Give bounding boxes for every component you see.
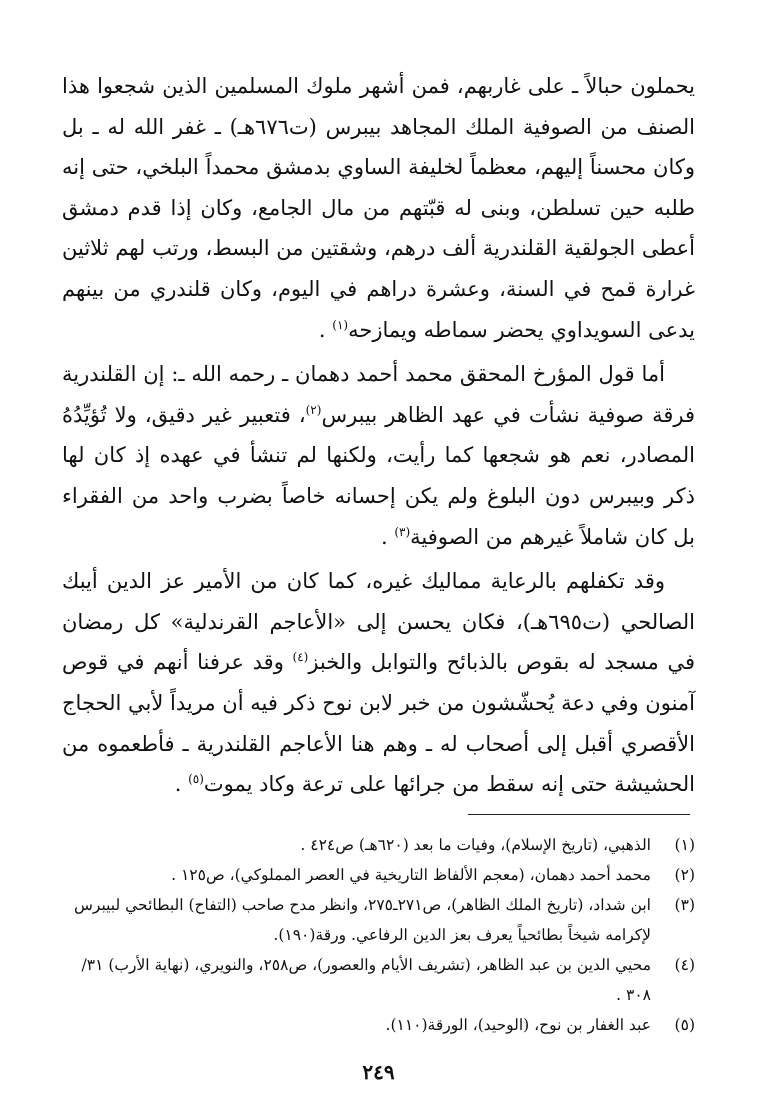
footnote-text: محيي الدين بن عبد الظاهر، (تشريف الأيام والعصور)، ص٢٥٨، والنويري، (نهاية الأرب) ٣١/ ٣٠٨ . — [81, 956, 651, 1004]
footnote-ref-1: (١) — [332, 317, 349, 332]
footnote-ref-3: (٣) — [394, 524, 411, 539]
paragraph-text: أما قول المؤرخ المحقق محمد أحمد دهمان ـ رحمه الله ـ: إن القلندرية فرقة صوفية نشأت في عهد الظاهر بيبرس — [62, 362, 695, 427]
paragraph-text-continued: وقد عرفنا أنهم في قوص آمنون وفي دعة يُحشّشون من خبر لابن نوح ذكر فيه أن مريداً لأبي الحجاج الأقصري أقبل إلى أصحاب له ـ وهم هنا الأعاجم القلندرية ـ فأطعموه من الحشيشة حتى إنه سقط من جرائها على ترعة وكاد يموت — [62, 650, 695, 797]
footnote-number: (٥) — [674, 1016, 695, 1034]
footnote-2 — [62, 860, 695, 890]
footnote-4 — [62, 950, 695, 1010]
paragraph-2 — [62, 354, 695, 557]
footnote-number: (٣) — [674, 896, 695, 914]
paragraph-text: يحملون حبالاً ـ على غاربهم، فمن أشهر ملوك المسلمين الذين شجعوا هذا الصنف من الصوفية الملك المجاهد بيبرس (ت٦٧٦هـ) ـ غفر الله له ـ بل وكان محسناً إليهم، معظماً لخليفة الساوي بدمشق محمداً البلخي، حتى إنه طلبه حين تسلطن، وبنى له قبّتهم من مال الجامع، وكان إذا قدم دمشق أعطى الجولقية القلندرية ألف درهم، وشقتين من البسط، ورتب لهم ثلاثين غرارة قمح في السنة، وعشرة دراهم في اليوم، وكان قلندري من بينهم يدعى السويداوي يحضر سماطه ويمازحه — [62, 74, 695, 342]
footnote-text: عبد الغفار بن نوح، (الوحيد)، الورقة(١١٠). — [385, 1016, 651, 1034]
paragraph-end: . — [380, 524, 395, 549]
footnote-3 — [62, 890, 695, 950]
footnote-separator — [468, 814, 690, 815]
paragraph-end: . — [318, 317, 333, 342]
main-text-body — [62, 66, 695, 805]
footnote-text: ابن شداد، (تاريخ الملك الظاهر)، ص٢٧١ـ٢٧٥، وانظر مدح صاحب (التفاح) البطائحي لبيبرس لإكرامه شيخاً بطائحياً يعرف بعز الدين الرفاعي. ورقة(١٩٠). — [73, 896, 651, 944]
footnote-ref-2: (٢) — [305, 402, 322, 417]
footnote-ref-4: (٤) — [292, 650, 309, 665]
footnote-ref-5: (٥) — [188, 772, 204, 787]
paragraph-1 — [62, 66, 695, 350]
footnote-text: الذهبي، (تاريخ الإسلام)، وفيات ما بعد (٦٢٠هـ) ص٤٢٤ . — [300, 836, 651, 854]
paragraph-3 — [62, 561, 695, 805]
footnote-number: (٤) — [674, 956, 695, 974]
footnote-5 — [62, 1010, 695, 1040]
footnote-text: محمد أحمد دهمان، (معجم الألفاظ التاريخية في العصر المملوكي)، ص١٢٥ . — [171, 866, 651, 884]
footnote-number: (١) — [674, 836, 695, 854]
paragraph-end: . — [174, 772, 189, 797]
page-number: ٢٤٩ — [362, 1060, 395, 1084]
footnotes-section — [62, 830, 695, 1040]
footnote-1 — [62, 830, 695, 860]
paragraph-text-continued: ، فتعبير غير دقيق، ولا تُؤيِّدُهُ المصادر، نعم هو شجعها كما رأيت، ولكنها لم تنشأ في عهده إذ كان لها ذكر وبيبرس دون البلوغ ولم يكن إحسانه خاصاً بضرب واحد من الفقراء بل كان شاملاً غيرهم من الصوفية — [62, 402, 695, 549]
paragraph-text: وقد تكفلهم بالرعاية مماليك غيره، كما كان من الأمير عز الدين أيبك الصالحي (ت٦٩٥هـ)، فكان يحسن إلى «الأعاجم القرندلية» كل رمضان في مسجد له بقوص بالذبائح والتوابل والخبز — [62, 569, 695, 675]
footnote-number: (٢) — [674, 866, 695, 884]
